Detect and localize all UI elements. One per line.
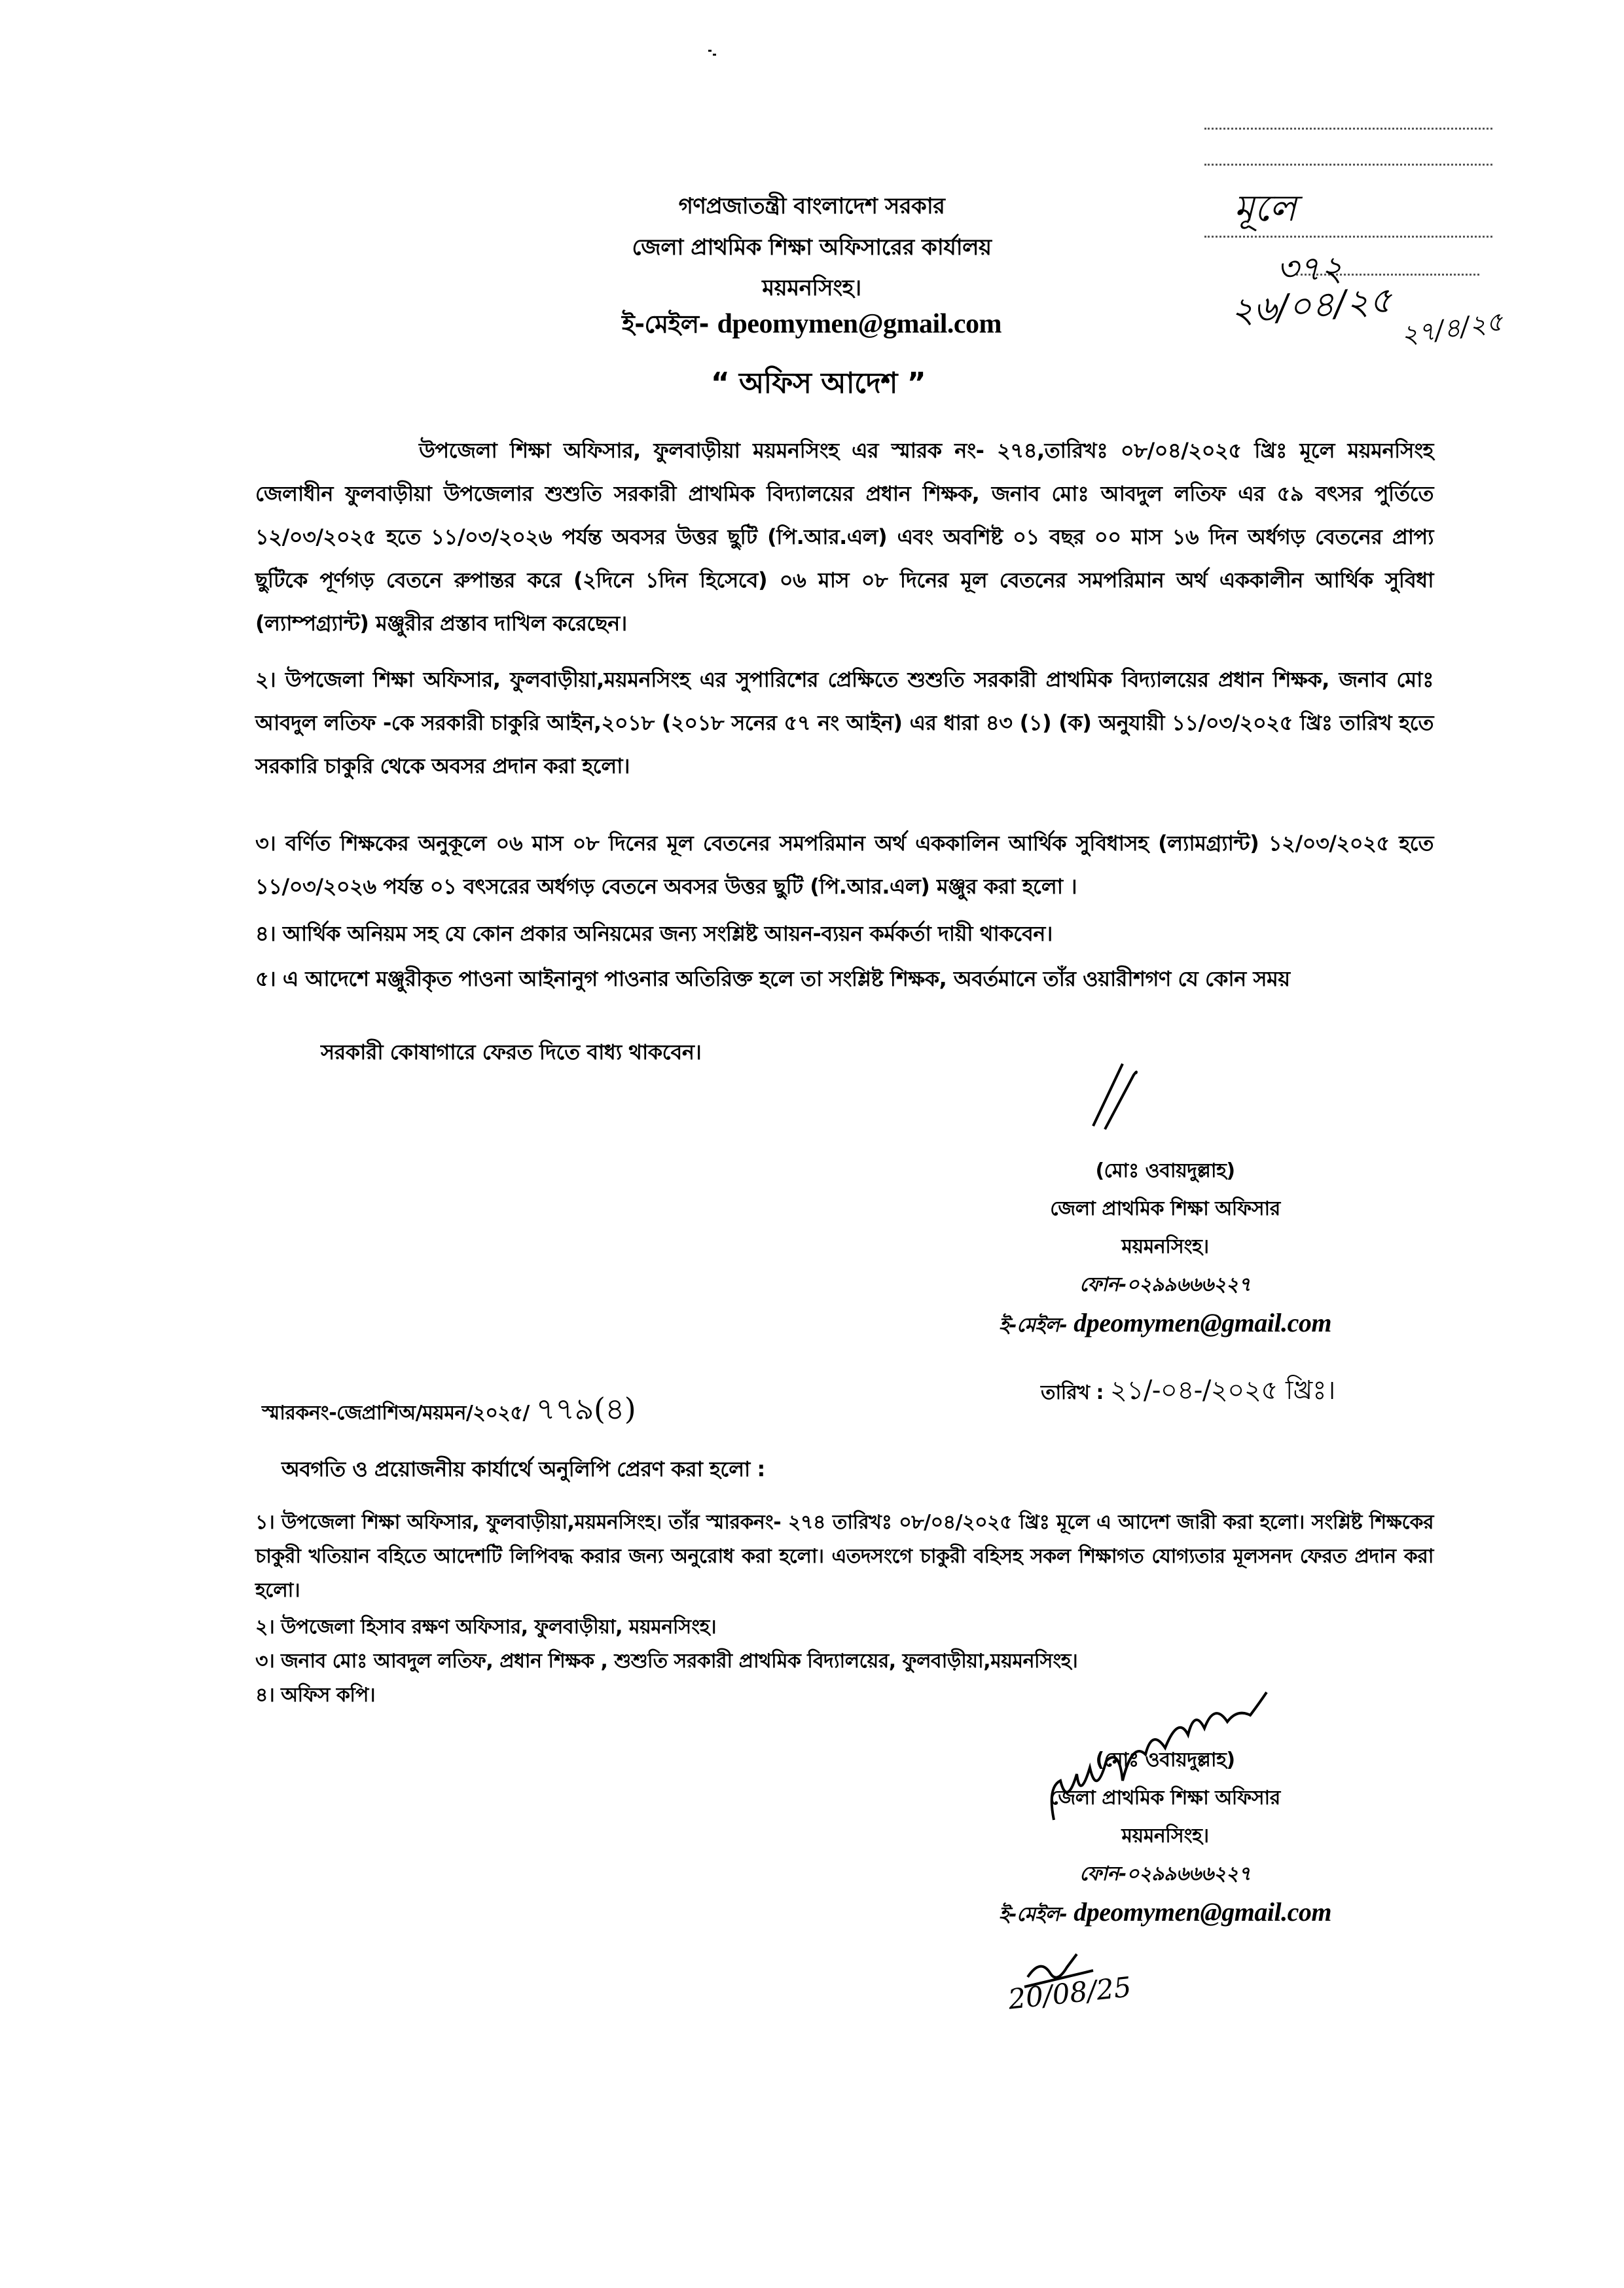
- issue-date: [1041, 1375, 1335, 1406]
- stamp-dotted-line: [1204, 164, 1492, 166]
- signatory-email-line: [936, 1893, 1394, 1934]
- signature-block-2: [936, 1741, 1394, 1934]
- distribution-item: ১। উপজেলা শিক্ষা অফিসার, ফুলবাড়ীয়া,ময়মনসিংহ। তাঁর স্মারকনং- ২৭৪ তারিখঃ ০৮/০৪/২০২৫ খ্রিঃ মূলে এ আদেশ জারী করা হলো। সংশ্লিষ্ট শিক্ষকের চাকুরী খতিয়ান বহিতে আদেশটি লিপিবদ্ধ করার জন্য অনুরোধ করা হলো। এতদসংগে চাকুরী বহিসহ সকল শিক্ষাগত যোগ্যতার মূলসনদ ফেরত প্রদান করা হলো।: [255, 1511, 1434, 1602]
- signatory-location: ময়মনসিংহ।: [1121, 1825, 1209, 1847]
- memo-label: স্মারকনং-জেপ্রাশিঅ/ময়মন/২০২৫/: [262, 1402, 530, 1425]
- paragraph-5: ৫। এ আদেশে মঞ্জুরীকৃত পাওনা আইনানুগ পাওনার অতিরিক্ত হলে তা সংশ্লিষ্ট শিক্ষক, অবর্তমানে তাঁর ওয়ারীশগণ যে কোন সময়: [255, 966, 1290, 991]
- scan-speck: [707, 46, 720, 59]
- memo-handwritten-number: ৭৭৯(৪): [535, 1391, 636, 1426]
- signatory-designation: জেলা প্রাথমিক শিক্ষা অফিসার: [1050, 1197, 1280, 1220]
- header-office: জেলা প্রাথমিক শিক্ষা অফিসারের কার্যালয়: [632, 234, 992, 261]
- handwritten-bottom-date: 20/08/25: [1006, 1970, 1133, 2016]
- signatory-name: (মোঃ ওবায়দুল্লাহ): [1095, 1159, 1235, 1182]
- header-location: ময়মনসিংহ।: [762, 275, 861, 301]
- signatory-phone: ফোন-০২৯৯৬৬৬২২৭: [1079, 1273, 1251, 1296]
- paragraph-4: ৪। আর্থিক অনিয়ম সহ যে কোন প্রকার অনিয়মের জন্য সংশ্লিষ্ট আয়ন-ব্যয়ন কর্মকর্তা দায়ী থাকবেন।: [255, 921, 1053, 946]
- header-email-address[interactable]: dpeomymen@gmail.com: [717, 309, 1001, 339]
- handwritten-receipt-number: ৩৭২: [1276, 249, 1343, 289]
- signatory-name: (মোঃ ওবায়দুল্লাহ): [1095, 1749, 1235, 1771]
- paragraph-2: ২। উপজেলা শিক্ষা অফিসার, ফুলবাড়ীয়া,ময়মনসিংহ এর সুপারিশের প্রেক্ষিতে শুশুতি সরকারী প্রাথমিক বিদ্যালয়ের প্রধান শিক্ষক, জনাব মোঃ আবদুল লতিফ -কে সরকারী চাকুরি আইন,২০১৮ (২০১৮ সনের ৫৭ নং আইন) এর ধারা ৪৩ (১) (ক) অনুযায়ী ১১/০৩/২০২৫ খ্রিঃ তারিখ হতে সরকারি চাকুরি থেকে অবসর প্রদান করা হলো।: [255, 667, 1434, 778]
- signatory-email-label: ই-মেইল-: [999, 1314, 1068, 1337]
- signatory-email-label: ই-মেইল-: [999, 1903, 1068, 1926]
- distribution-item: ৩। জনাব মোঃ আবদুল লতিফ, প্রধান শিক্ষক , শুশুতি সরকারী প্রাথমিক বিদ্যালয়ের, ফুলবাড়ীয়া,ময়মনসিংহ।: [255, 1650, 1078, 1673]
- paragraph-3: ৩। বর্ণিত শিক্ষকের অনুকূলে ০৬ মাস ০৮ দিনের মূল বেতনের সমপরিমান অর্থ এককালিন আর্থিক সুবিধাসহ (ল্যামগ্র্যান্ট) ১২/০৩/২০২৫ হতে ১১/০৩/২০২৬ পর্যন্ত ০১ বৎসরের অর্ধগড় বেতনে অবসর উত্তর ছুটি (পি.আর.এল) মঞ্জুর করা হলো ।: [255, 831, 1434, 899]
- distribution-intro: অবগতি ও প্রয়োজনীয় কার্যার্থে অনুলিপি প্রেরণ করা হলো :: [281, 1457, 765, 1481]
- signatory-location: ময়মনসিংহ।: [1121, 1235, 1209, 1258]
- stamp-dotted-line: [1204, 128, 1492, 130]
- handwritten-receipt-date: ২৬/০৪/২৫: [1229, 279, 1394, 332]
- document-title: “ অফিস আদেশ ”: [710, 367, 926, 400]
- signatory-email-address[interactable]: dpeomymen@gmail.com: [1074, 1897, 1331, 1927]
- signatory-phone: ফোন-০২৯৯৬৬৬২২৭: [1079, 1862, 1251, 1885]
- signatory-email-address[interactable]: dpeomymen@gmail.com: [1074, 1308, 1331, 1337]
- date-value: ২১/-০৪-/২০২৫ খ্রিঃ।: [1110, 1375, 1335, 1406]
- signatory-email-line: [936, 1304, 1394, 1345]
- signatory-designation: জেলা প্রাথমিক শিক্ষা অফিসার: [1050, 1787, 1280, 1809]
- distribution-item: ৪। অফিস কপি।: [255, 1684, 376, 1707]
- signature-mark-1: [1080, 1061, 1172, 1133]
- handwritten-initial-date: ২৭/৪/২৫: [1399, 306, 1506, 351]
- paragraph-1: উপজেলা শিক্ষা অফিসার, ফুলবাড়ীয়া ময়মনসিংহ এর স্মারক নং- ২৭৪,তারিখঃ ০৮/০৪/২০২৫ খ্রিঃ মূলে ময়মনসিংহ জেলাধীন ফুলবাড়ীয়া উপজেলার শুশুতি সরকারী প্রাথমিক বিদ্যালয়ের প্রধান শিক্ষক, জনাব মোঃ আবদুল লতিফ এর ৫৯ বৎসর পুর্তিতে ১২/০৩/২০২৫ হতে ১১/০৩/২০২৬ পর্যন্ত অবসর উত্তর ছুটি (পি.আর.এল) এবং অবশিষ্ট ০১ বছর ০০ মাস ১৬ দিন অর্ধগড় বেতনের প্রাপ্য ছুটিকে পূর্ণগড় বেতনে রুপান্তর করে (২দিনে ১দিন হিসেবে) ০৬ মাস ০৮ দিনের মূল বেতনের সমপরিমান অর্থ এককালীন আর্থিক সুবিধা (ল্যাম্পগ্র্যান্ট) মঞ্জুরীর প্রস্তাব দাখিল করেছেন।: [255, 438, 1434, 636]
- date-label: তারিখ :: [1041, 1381, 1104, 1404]
- memo-number: [262, 1391, 636, 1427]
- handwritten-receipt-word: মূলে: [1234, 187, 1297, 230]
- signature-block-1: [936, 1126, 1394, 1345]
- header-email-line: [511, 308, 1113, 340]
- header-government: গণপ্রজাতন্ত্রী বাংলাদেশ সরকার: [678, 193, 945, 219]
- distribution-item: ২। উপজেলা হিসাব রক্ষণ অফিসার, ফুলবাড়ীয়া, ময়মনসিংহ।: [255, 1616, 717, 1639]
- paragraph-5-continuation: সরকারী কোষাগারে ফেরত দিতে বাধ্য থাকবেন।: [321, 1040, 702, 1064]
- header-email-label: ই-মেইল-: [621, 310, 709, 338]
